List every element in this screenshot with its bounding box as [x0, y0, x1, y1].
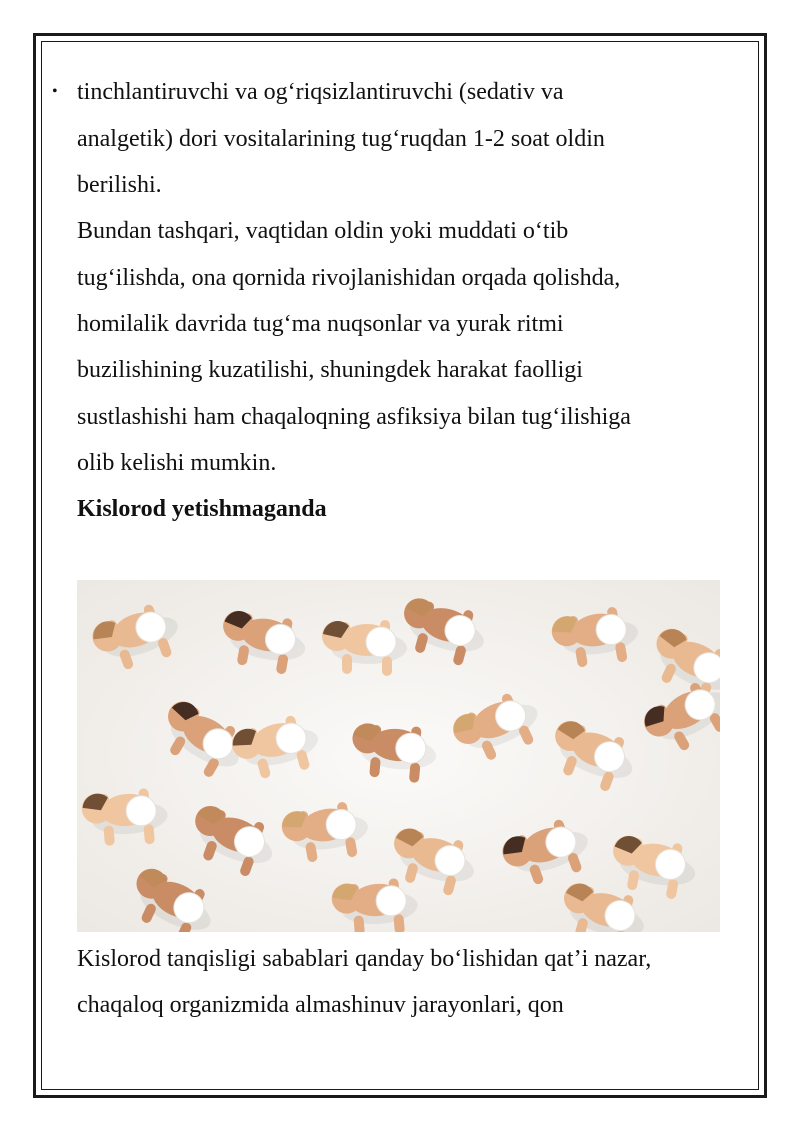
- paragraph2-line-1: Kislorod tanqisligi sabablari qanday bo‘lishidan qat’i nazar,: [77, 946, 652, 972]
- babies-crawling-photo: [77, 580, 720, 932]
- paragraph-line-5: sustlashishi ham chaqaloqning asfiksiya bilan tug‘ilishiga: [77, 404, 631, 430]
- paragraph-line-1: Bundan tashqari, vaqtidan oldin yoki muddati o‘tib: [77, 218, 569, 244]
- list-item-line-2: analgetik) dori vositalarining tug‘ruqdan 1-2 soat oldin: [77, 126, 605, 152]
- list-item-line-1: tinchlantiruvchi va og‘riqsizlantiruvchi (sedativ va: [77, 79, 564, 105]
- paragraph-line-4: buzilishining kuzatilishi, shuningdek harakat faolligi: [77, 357, 583, 383]
- list-item-line-3: berilishi.: [77, 172, 162, 198]
- paragraph2-line-2: chaqaloq organizmida almashinuv jarayonlari, qon: [77, 992, 564, 1018]
- babies-photo-illustration: [77, 580, 720, 932]
- paragraph-line-2: tug‘ilishda, ona qornida rivojlanishidan orqada qolishda,: [77, 265, 621, 291]
- section-heading: Kislorod yetishmaganda: [77, 496, 327, 522]
- paragraph-line-3: homilalik davrida tug‘ma nuqsonlar va yurak ritmi: [77, 311, 564, 337]
- list-bullet: •: [52, 83, 58, 100]
- paragraph-line-6: olib kelishi mumkin.: [77, 450, 277, 476]
